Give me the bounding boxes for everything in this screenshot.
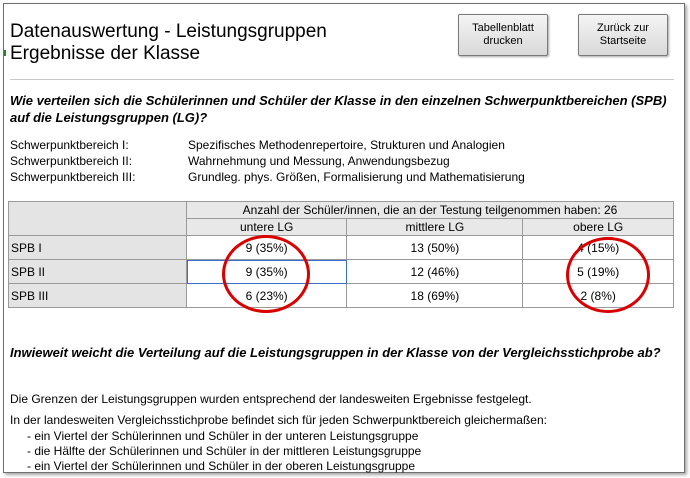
page-title: Datenauswertung - Leistungsgruppen	[10, 21, 327, 42]
column-header-upper: obere LG	[523, 219, 674, 236]
paragraph-boundaries: Die Grenzen der Leistungsgruppen wurden entsprechend der landesweiten Ergebnisse festgelegt.	[10, 392, 532, 406]
table-row	[9, 284, 674, 308]
column-header-lower: untere LG	[187, 219, 347, 236]
page-subtitle: Ergebnisse der Klasse	[10, 43, 201, 64]
cell-spb1-lower[interactable]: 9 (35%)	[187, 236, 347, 260]
cell-spb3-lower[interactable]: 6 (23%)	[187, 284, 347, 308]
table-header-row	[9, 202, 674, 219]
spb-desc-2: Wahrnehmung und Messung, Anwendungsbezug	[188, 154, 450, 168]
cell-spb3-upper[interactable]: 2 (8%)	[523, 284, 674, 308]
question-comparison: Inwieweit weicht die Verteilung auf die Leistungsgruppen in der Klasse von der Vergleichsstichprobe ab?	[10, 345, 661, 360]
results-table	[8, 201, 674, 308]
spb-desc-3: Grundleg. phys. Größen, Formalisierung und Mathematisierung	[188, 170, 525, 184]
print-sheet-button[interactable]: Tabellenblatt drucken	[458, 14, 548, 56]
cell-spb1-middle[interactable]: 13 (50%)	[347, 236, 523, 260]
table-row	[9, 236, 674, 260]
cell-spb3-middle[interactable]: 18 (69%)	[347, 284, 523, 308]
table-row	[9, 260, 674, 284]
bullet-item: - ein Viertel der Schülerinnen und Schüler in der oberen Leistungsgruppe	[27, 459, 416, 473]
table-corner-cell	[9, 202, 187, 236]
back-to-start-button[interactable]: Zurück zur Startseite	[578, 14, 668, 56]
cell-spb2-lower[interactable]: 9 (35%)	[187, 260, 347, 284]
cell-spb2-middle[interactable]: 12 (46%)	[347, 260, 523, 284]
spb-desc-1: Spezifisches Methodenrepertoire, Strukturen und Analogien	[188, 138, 505, 152]
column-header-middle: mittlere LG	[347, 219, 523, 236]
divider	[10, 79, 674, 80]
spb-label-3: Schwerpunktbereich III:	[10, 170, 136, 184]
question-distribution: Wie verteilen sich die Schülerinnen und Schüler der Klasse in den einzelnen Schwerpunktbereichen (SPB) auf die Leistungsgruppen (LG)?	[10, 93, 667, 125]
cell-spb1-upper[interactable]: 4 (15%)	[523, 236, 674, 260]
spb-label-2: Schwerpunktbereich II:	[10, 154, 133, 168]
cell-marker	[4, 50, 6, 56]
row-header-spb2: SPB II	[9, 260, 187, 284]
row-header-spb1: SPB I	[9, 236, 187, 260]
row-header-spb3: SPB III	[9, 284, 187, 308]
cell-spb2-upper[interactable]: 5 (19%)	[523, 260, 674, 284]
paragraph-comparison-sample: In der landesweiten Vergleichsstichprobe befindet sich für jeden Schwerpunktbereich gleichermaßen:	[10, 413, 547, 427]
bullet-item: - ein Viertel der Schülerinnen und Schüler in der unteren Leistungsgruppe	[27, 429, 419, 443]
spb-label-1: Schwerpunktbereich I:	[10, 138, 129, 152]
participants-header: Anzahl der Schüler/innen, die an der Testung teilgenommen haben: 26	[187, 202, 674, 219]
bullet-item: - die Hälfte der Schülerinnen und Schüler in der mittleren Leistungsgruppe	[27, 444, 422, 458]
